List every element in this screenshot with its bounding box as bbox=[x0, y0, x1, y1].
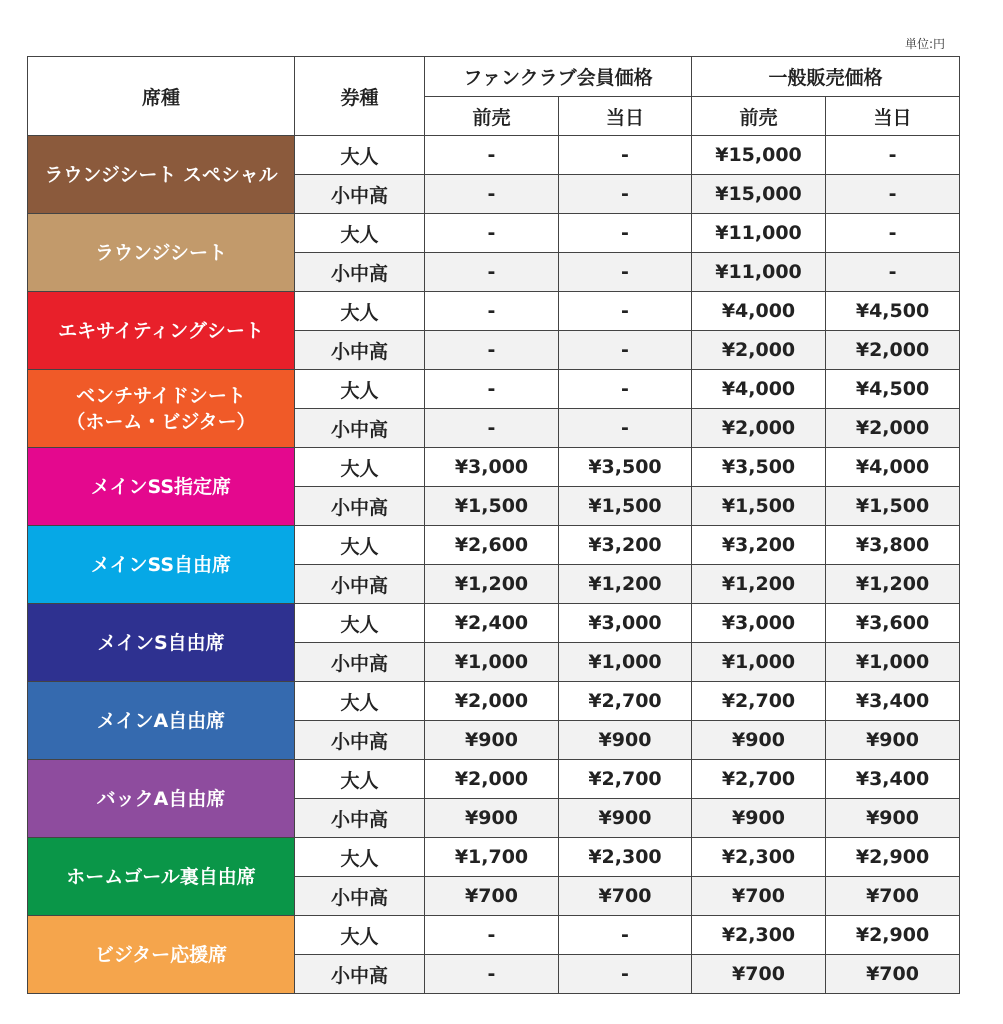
price-fanclub-advance: ¥1,000 bbox=[425, 643, 559, 682]
price-fanclub-same-day: - bbox=[559, 331, 692, 370]
price-general-advance: ¥2,000 bbox=[692, 331, 826, 370]
ticket-type-child: 小中高 bbox=[295, 955, 425, 994]
price-fanclub-same-day: ¥3,000 bbox=[559, 604, 692, 643]
ticket-type-adult: 大人 bbox=[295, 760, 425, 799]
price-fanclub-same-day: ¥3,500 bbox=[559, 448, 692, 487]
table-row bbox=[28, 448, 960, 487]
price-general-advance: ¥3,500 bbox=[692, 448, 826, 487]
price-general-same-day: ¥4,500 bbox=[826, 292, 960, 331]
price-general-advance: ¥4,000 bbox=[692, 292, 826, 331]
price-general-same-day: ¥1,500 bbox=[826, 487, 960, 526]
ticket-type-child: 小中高 bbox=[295, 565, 425, 604]
price-fanclub-same-day: ¥1,500 bbox=[559, 487, 692, 526]
ticket-type-adult: 大人 bbox=[295, 370, 425, 409]
table-row bbox=[28, 604, 960, 643]
ticket-type-adult: 大人 bbox=[295, 916, 425, 955]
price-general-advance: ¥11,000 bbox=[692, 214, 826, 253]
price-general-same-day: - bbox=[826, 214, 960, 253]
price-general-advance: ¥1,500 bbox=[692, 487, 826, 526]
price-general-same-day: ¥900 bbox=[826, 799, 960, 838]
seat-name-cell bbox=[28, 916, 295, 994]
ticket-type-adult: 大人 bbox=[295, 292, 425, 331]
seat-name-line: ベンチサイドシート bbox=[76, 384, 246, 407]
price-fanclub-advance: - bbox=[425, 214, 559, 253]
ticket-type-adult: 大人 bbox=[295, 838, 425, 877]
price-fanclub-advance: ¥700 bbox=[425, 877, 559, 916]
price-fanclub-same-day: - bbox=[559, 370, 692, 409]
price-fanclub-advance: ¥3,000 bbox=[425, 448, 559, 487]
price-general-same-day: ¥900 bbox=[826, 721, 960, 760]
price-general-advance: ¥1,000 bbox=[692, 643, 826, 682]
price-general-same-day: ¥2,900 bbox=[826, 916, 960, 955]
price-fanclub-advance: ¥900 bbox=[425, 721, 559, 760]
seat-name-line: メインS自由席 bbox=[97, 631, 225, 654]
price-table bbox=[27, 56, 960, 994]
price-fanclub-advance: ¥1,500 bbox=[425, 487, 559, 526]
seat-name-line: メインSS自由席 bbox=[90, 553, 232, 576]
seat-name-line: バックA自由席 bbox=[96, 787, 226, 810]
seat-name-cell bbox=[28, 838, 295, 916]
price-fanclub-same-day: ¥700 bbox=[559, 877, 692, 916]
price-general-same-day: ¥1,000 bbox=[826, 643, 960, 682]
price-fanclub-advance: - bbox=[425, 175, 559, 214]
price-general-advance: ¥900 bbox=[692, 799, 826, 838]
price-fanclub-same-day: ¥3,200 bbox=[559, 526, 692, 565]
price-general-advance: ¥2,300 bbox=[692, 916, 826, 955]
price-table-body bbox=[28, 136, 960, 994]
ticket-type-adult: 大人 bbox=[295, 604, 425, 643]
price-general-same-day: ¥3,400 bbox=[826, 760, 960, 799]
table-row bbox=[28, 682, 960, 721]
price-general-same-day: ¥4,000 bbox=[826, 448, 960, 487]
header-general-price: 一般販売価格 bbox=[692, 57, 960, 97]
seat-name-cell bbox=[28, 604, 295, 682]
price-fanclub-advance: ¥1,700 bbox=[425, 838, 559, 877]
price-general-same-day: - bbox=[826, 175, 960, 214]
price-fanclub-same-day: - bbox=[559, 136, 692, 175]
header-seat-type: 席種 bbox=[28, 57, 295, 136]
price-general-same-day: - bbox=[826, 253, 960, 292]
table-row bbox=[28, 526, 960, 565]
price-general-same-day: ¥1,200 bbox=[826, 565, 960, 604]
seat-name-line: エキサイティングシート bbox=[58, 319, 264, 342]
price-fanclub-same-day: - bbox=[559, 292, 692, 331]
price-general-same-day: - bbox=[826, 136, 960, 175]
table-row bbox=[28, 136, 960, 175]
price-fanclub-same-day: - bbox=[559, 175, 692, 214]
ticket-type-adult: 大人 bbox=[295, 526, 425, 565]
ticket-type-child: 小中高 bbox=[295, 721, 425, 760]
price-fanclub-same-day: ¥2,700 bbox=[559, 682, 692, 721]
seat-name-cell bbox=[28, 682, 295, 760]
seat-name-cell bbox=[28, 214, 295, 292]
seat-name-line: ビジター応援席 bbox=[94, 943, 228, 966]
price-general-advance: ¥900 bbox=[692, 721, 826, 760]
header-fanclub-price: ファンクラブ会員価格 bbox=[425, 57, 692, 97]
ticket-type-child: 小中高 bbox=[295, 331, 425, 370]
seat-name-line: ホームゴール裏自由席 bbox=[66, 865, 256, 888]
price-fanclub-same-day: ¥2,300 bbox=[559, 838, 692, 877]
price-fanclub-advance: - bbox=[425, 331, 559, 370]
seat-name-cell bbox=[28, 370, 295, 448]
price-fanclub-advance: ¥900 bbox=[425, 799, 559, 838]
table-row bbox=[28, 370, 960, 409]
price-fanclub-advance: ¥1,200 bbox=[425, 565, 559, 604]
table-row bbox=[28, 760, 960, 799]
price-fanclub-same-day: ¥1,200 bbox=[559, 565, 692, 604]
price-general-same-day: ¥3,600 bbox=[826, 604, 960, 643]
ticket-type-child: 小中高 bbox=[295, 877, 425, 916]
price-general-advance: ¥2,000 bbox=[692, 409, 826, 448]
price-fanclub-advance: ¥2,000 bbox=[425, 682, 559, 721]
price-fanclub-same-day: - bbox=[559, 955, 692, 994]
price-fanclub-same-day: - bbox=[559, 916, 692, 955]
header-fanclub-same-day: 当日 bbox=[559, 97, 692, 136]
ticket-type-child: 小中高 bbox=[295, 409, 425, 448]
price-fanclub-same-day: - bbox=[559, 253, 692, 292]
price-fanclub-advance: - bbox=[425, 136, 559, 175]
price-general-advance: ¥1,200 bbox=[692, 565, 826, 604]
header-general-same-day: 当日 bbox=[826, 97, 960, 136]
price-general-advance: ¥700 bbox=[692, 877, 826, 916]
price-general-advance: ¥3,000 bbox=[692, 604, 826, 643]
seat-name-line: メインA自由席 bbox=[96, 709, 226, 732]
price-general-same-day: ¥700 bbox=[826, 955, 960, 994]
ticket-type-adult: 大人 bbox=[295, 214, 425, 253]
price-general-same-day: ¥700 bbox=[826, 877, 960, 916]
unit-label: 単位:円 bbox=[905, 37, 946, 51]
price-fanclub-advance: - bbox=[425, 916, 559, 955]
price-general-advance: ¥3,200 bbox=[692, 526, 826, 565]
price-general-same-day: ¥2,900 bbox=[826, 838, 960, 877]
price-general-same-day: ¥2,000 bbox=[826, 331, 960, 370]
price-fanclub-advance: ¥2,000 bbox=[425, 760, 559, 799]
price-fanclub-same-day: - bbox=[559, 214, 692, 253]
header-fanclub-advance: 前売 bbox=[425, 97, 559, 136]
price-general-same-day: ¥2,000 bbox=[826, 409, 960, 448]
seat-name-cell bbox=[28, 760, 295, 838]
price-fanclub-same-day: ¥2,700 bbox=[559, 760, 692, 799]
seat-name-cell bbox=[28, 526, 295, 604]
ticket-type-adult: 大人 bbox=[295, 448, 425, 487]
seat-name-line: メインSS指定席 bbox=[90, 475, 232, 498]
seat-name-cell bbox=[28, 292, 295, 370]
ticket-type-child: 小中高 bbox=[295, 799, 425, 838]
price-fanclub-advance: - bbox=[425, 370, 559, 409]
price-general-advance: ¥11,000 bbox=[692, 253, 826, 292]
ticket-type-adult: 大人 bbox=[295, 682, 425, 721]
price-general-advance: ¥700 bbox=[692, 955, 826, 994]
header-general-advance: 前売 bbox=[692, 97, 826, 136]
ticket-type-adult: 大人 bbox=[295, 136, 425, 175]
price-fanclub-same-day: - bbox=[559, 409, 692, 448]
seat-name-cell bbox=[28, 448, 295, 526]
price-general-same-day: ¥4,500 bbox=[826, 370, 960, 409]
price-general-advance: ¥15,000 bbox=[692, 136, 826, 175]
price-general-same-day: ¥3,400 bbox=[826, 682, 960, 721]
price-fanclub-advance: ¥2,600 bbox=[425, 526, 559, 565]
seat-name-line: ラウンジシート スペシャル bbox=[44, 163, 278, 186]
price-fanclub-advance: - bbox=[425, 955, 559, 994]
price-fanclub-same-day: ¥900 bbox=[559, 799, 692, 838]
ticket-type-child: 小中高 bbox=[295, 253, 425, 292]
table-row bbox=[28, 214, 960, 253]
price-fanclub-same-day: ¥1,000 bbox=[559, 643, 692, 682]
price-fanclub-advance: - bbox=[425, 409, 559, 448]
price-general-advance: ¥2,300 bbox=[692, 838, 826, 877]
table-row bbox=[28, 916, 960, 955]
price-fanclub-advance: ¥2,400 bbox=[425, 604, 559, 643]
table-row bbox=[28, 838, 960, 877]
header-ticket-type: 券種 bbox=[295, 57, 425, 136]
ticket-type-child: 小中高 bbox=[295, 175, 425, 214]
seat-name-cell bbox=[28, 136, 295, 214]
seat-name-line: （ホーム・ビジター） bbox=[66, 410, 256, 433]
price-general-advance: ¥15,000 bbox=[692, 175, 826, 214]
table-row bbox=[28, 292, 960, 331]
price-general-advance: ¥2,700 bbox=[692, 760, 826, 799]
price-fanclub-advance: - bbox=[425, 292, 559, 331]
price-fanclub-same-day: ¥900 bbox=[559, 721, 692, 760]
seat-name-line: ラウンジシート bbox=[94, 241, 228, 264]
price-general-advance: ¥2,700 bbox=[692, 682, 826, 721]
ticket-type-child: 小中高 bbox=[295, 643, 425, 682]
price-general-advance: ¥4,000 bbox=[692, 370, 826, 409]
ticket-type-child: 小中高 bbox=[295, 487, 425, 526]
price-fanclub-advance: - bbox=[425, 253, 559, 292]
price-general-same-day: ¥3,800 bbox=[826, 526, 960, 565]
